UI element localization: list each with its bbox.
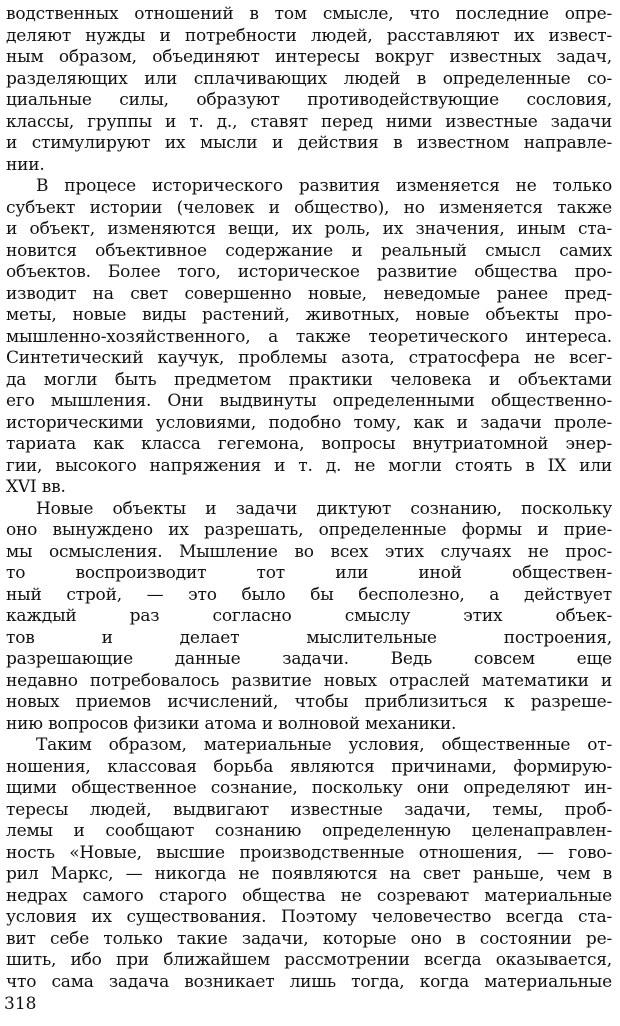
text-line: щими общественное сознание, поскольку они определяют ин- bbox=[6, 778, 612, 798]
text-line: новится объективное содержание и реальный смысл самих bbox=[6, 240, 612, 261]
text-line: историческими условиями, подобно тому, как и задачи проле- bbox=[6, 412, 612, 433]
text-line: и объект, изменяются вещи, их роль, их значения, иным ста- bbox=[6, 219, 612, 239]
text-line: мы осмысления. Мышление во всех этих случаях не прос- bbox=[6, 541, 612, 562]
text-line: нию вопросов физики атома и волновой механики. bbox=[6, 713, 457, 734]
text-line: водственных отношений в том смысле, что последние опре- bbox=[6, 4, 612, 24]
text-line: меты, новые виды растений, животных, новые объекты про- bbox=[6, 305, 612, 325]
body-text bbox=[6, 4, 612, 993]
text-line: ный строй, — это было бы бесполезно, а действует bbox=[6, 584, 612, 605]
text-line: новых приемов исчислений, чтобы приблизиться к разреше- bbox=[6, 692, 612, 712]
text-line: В процесе исторического развития изменяется не только bbox=[36, 176, 612, 196]
text-line: объектов. Более того, историческое развитие общества про- bbox=[6, 262, 612, 282]
text-line: ношения, классовая борьба являются причинами, формирую- bbox=[6, 756, 612, 777]
text-line: то воспроизводит тот или иной обществен- bbox=[6, 563, 612, 583]
text-line: мышленно-хозяйственного, а также теоретического интереса. bbox=[6, 326, 612, 347]
text-line: недавно потребовалось развитие новых отраслей математики и bbox=[6, 670, 612, 691]
text-line: шить, ибо при ближайшем рассмотрении всегда оказывается, bbox=[6, 950, 612, 970]
text-line: циальные силы, образуют противодействующие сословия, bbox=[6, 90, 612, 110]
text-line: условия их существования. Поэтому человечество всегда ста- bbox=[6, 907, 612, 927]
text-line: Новые объекты и задачи диктуют сознанию, поскольку bbox=[36, 498, 612, 519]
text-line: гии, высокого напряжения и т. д. не могли стоять в IX или bbox=[6, 455, 612, 476]
text-line: изводит на свет совершенно новые, неведомые ранее пред- bbox=[6, 283, 612, 304]
text-line: Синтетический каучук, проблемы азота, стратосфера не всег- bbox=[6, 348, 612, 368]
text-line: ность «Новые, высшие производственные отношения, — гово- bbox=[6, 842, 612, 863]
text-line: деляют нужды и потребности людей, расставляют их извест- bbox=[6, 25, 612, 46]
text-line: тариата как класса гегемона, вопросы внутриатомной энер- bbox=[6, 434, 612, 454]
text-line: классы, группы и т. д., ставят перед ними известные задачи bbox=[6, 111, 612, 132]
text-line: нии. bbox=[6, 154, 45, 175]
text-line: и стимулируют их мысли и действия в известном направле- bbox=[6, 133, 612, 153]
text-line: разделяющих или сплачивающих людей в определенные со- bbox=[6, 68, 612, 89]
text-line: его мышления. Они выдвинуты определенными общественно- bbox=[6, 391, 612, 411]
text-line: вит себе только такие задачи, которые оно в состоянии ре- bbox=[6, 928, 612, 949]
text-line: тересы людей, выдвигают известные задачи, темы, проб- bbox=[6, 799, 612, 820]
text-line: да могли быть предметом практики человека и объектами bbox=[6, 369, 612, 390]
text-line: ным образом, объединяют интересы вокруг известных задач, bbox=[6, 47, 612, 67]
text-line: оно вынуждено их разрешать, определенные формы и прие- bbox=[6, 520, 612, 540]
text-line: каждый раз согласно смыслу этих объек- bbox=[6, 606, 612, 626]
text-line: лемы и сообщают сознанию определенную целенаправлен- bbox=[6, 821, 612, 841]
text-line: субъект истории (человек и общество), но изменяется также bbox=[6, 197, 612, 218]
text-line: XVI вв. bbox=[6, 477, 66, 497]
text-line: что сама задача возникает лишь тогда, когда материальные bbox=[6, 971, 612, 992]
text-line: Таким образом, материальные условия, общественные от- bbox=[36, 735, 612, 755]
page-number: 318 bbox=[4, 994, 37, 1014]
text-line: тов и делает мыслительные построения, bbox=[6, 627, 612, 648]
text-line: рил Маркс, — никогда не появляются на свет раньше, чем в bbox=[6, 864, 612, 884]
text-line: разрешающие данные задачи. Ведь совсем еще bbox=[6, 649, 612, 669]
text-line: недрах самого старого общества не созревают материальные bbox=[6, 885, 612, 906]
